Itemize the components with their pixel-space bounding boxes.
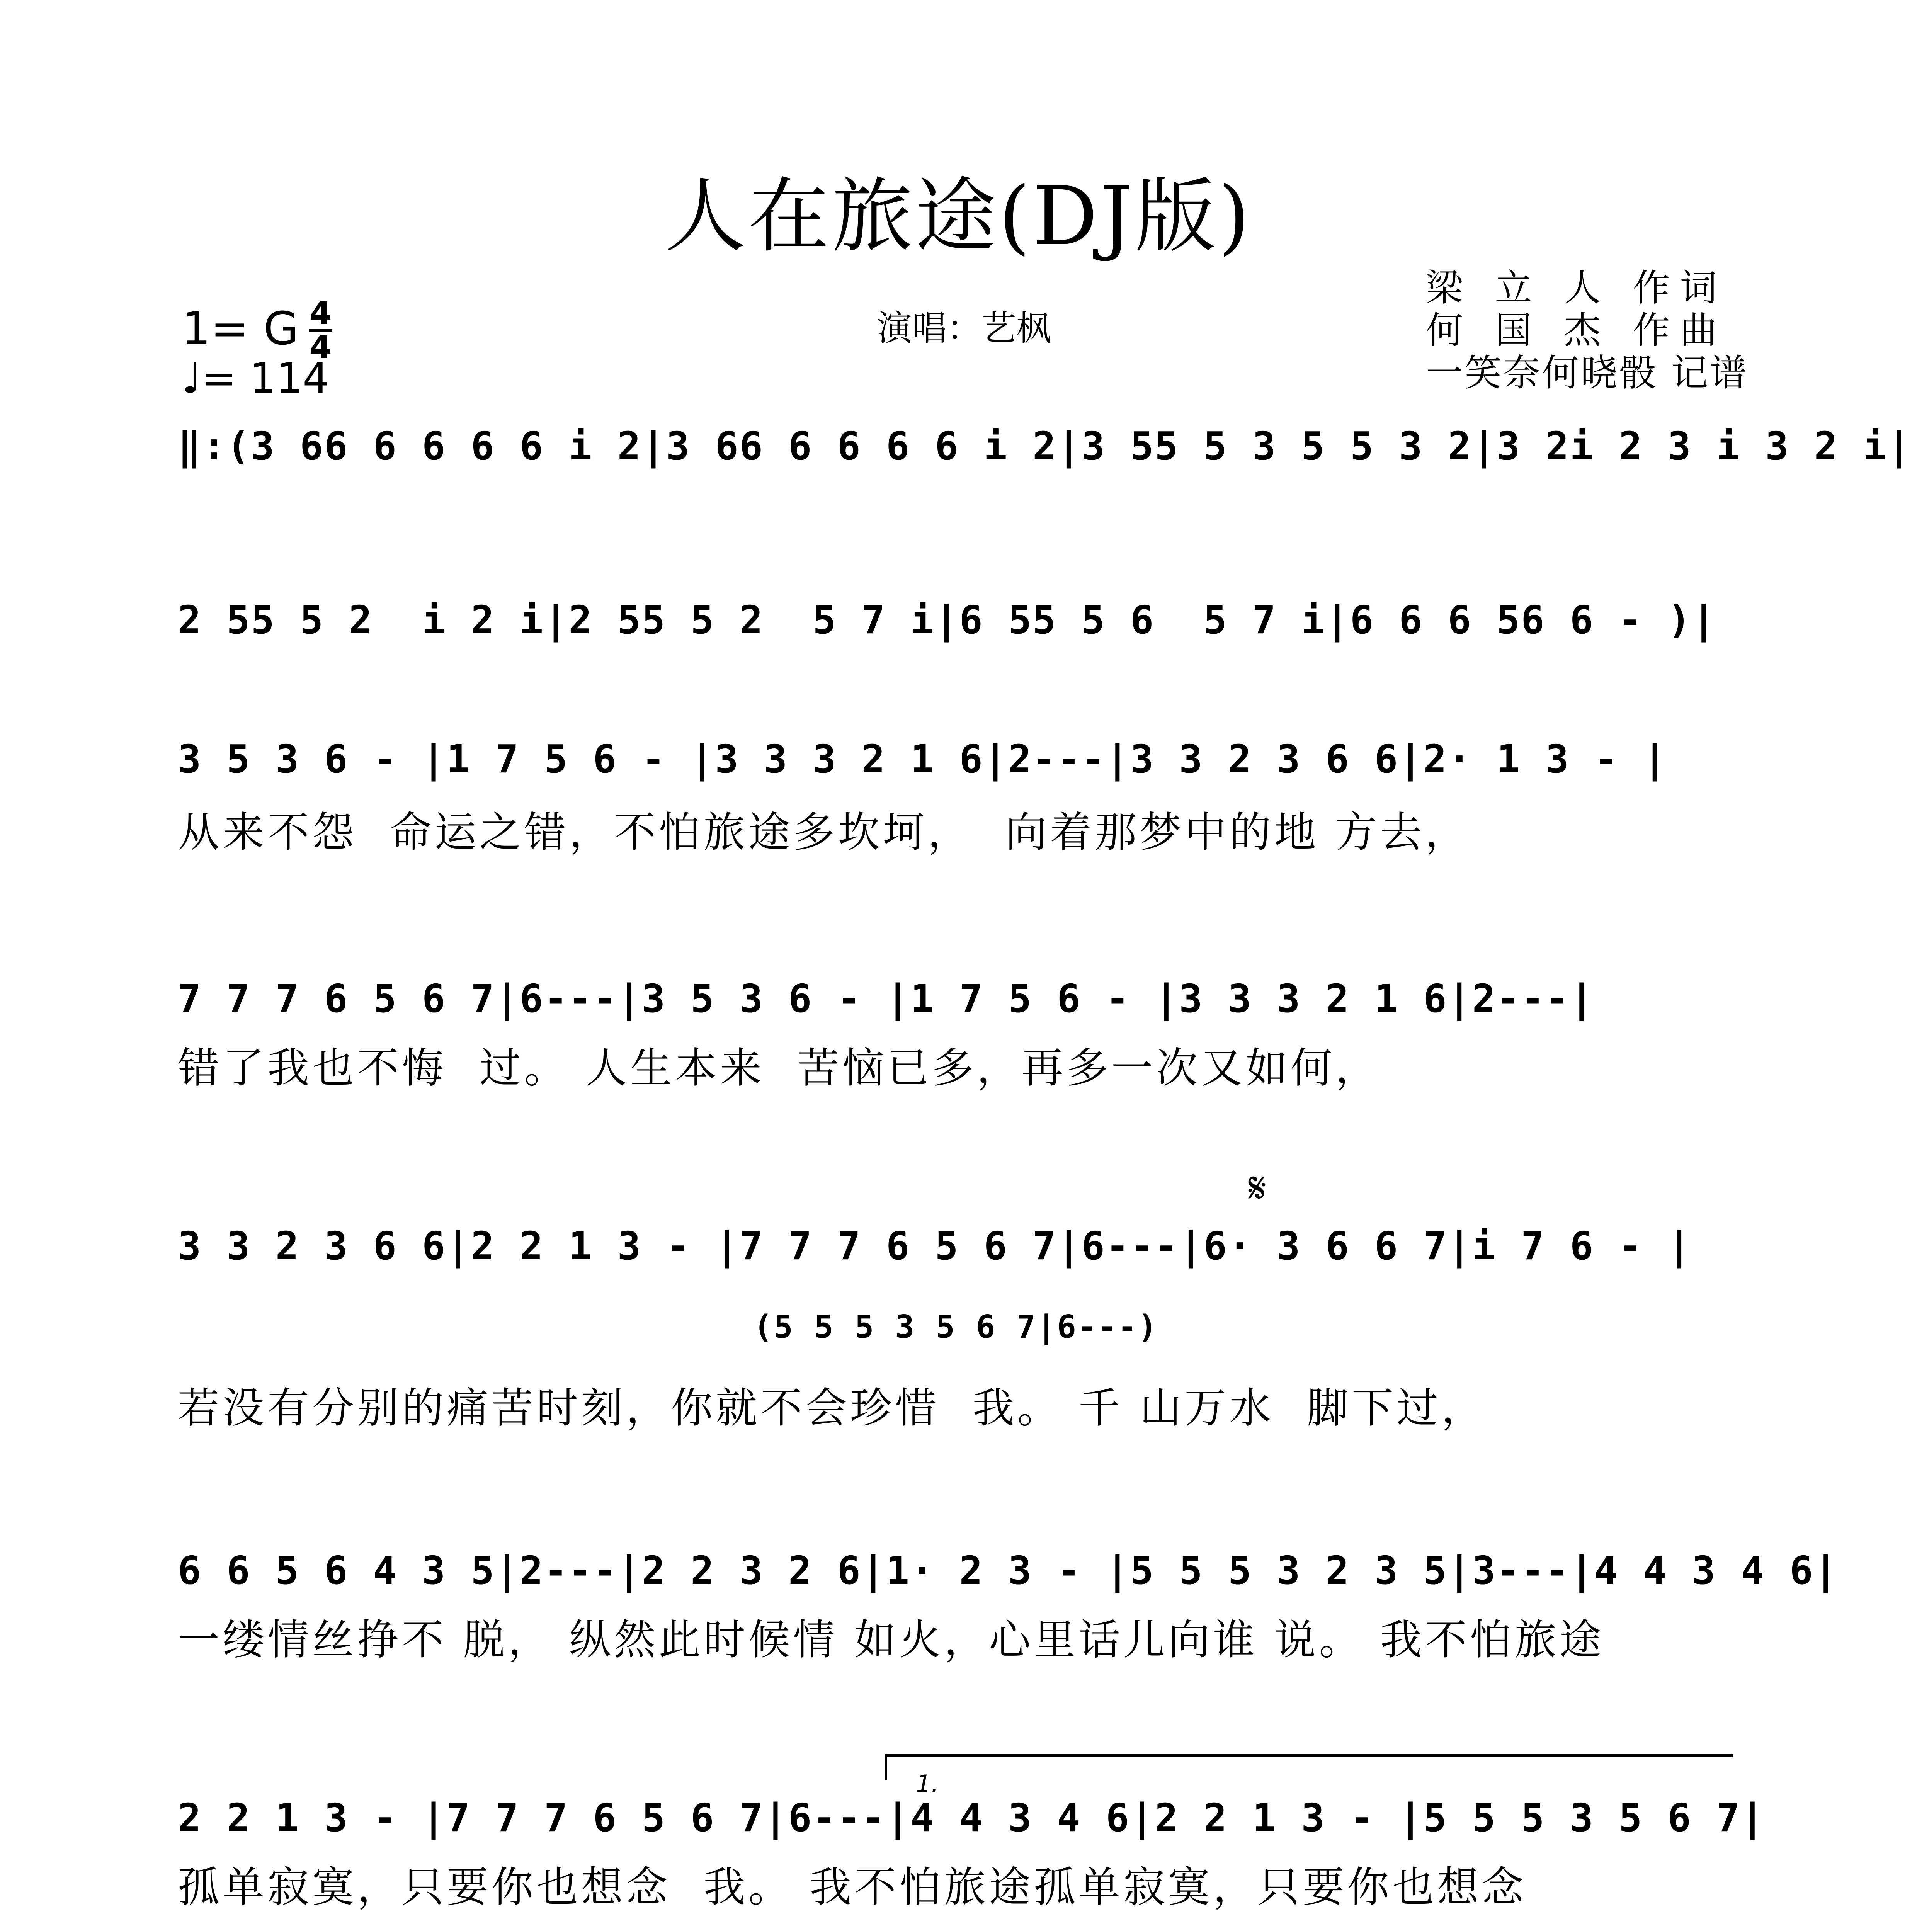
key-signature: 1= G [182,302,299,355]
score-line-3-lyrics: 从来不怨 命运之错，不怕旅途多坎坷， 向着那梦中的地 方去， [178,808,1470,857]
score-line-7-lyrics: 孤单寂寞，只要你也想念 我。 我不怕旅途孤单寂寞，只要你也想念 [178,1863,1527,1912]
score-line-5-lyrics: 若没有分别的痛苦时刻，你就不会珍惜 我。 千 山万水 脚下过， [178,1384,1486,1432]
score-line-7-notes: 2 2 1 3 - |7 7 7 6 5 6 7|6---|4 4 3 4 6|2 2 1 3 - |5 5 5 3 5 6 7| [178,1795,1766,1840]
volta-1-bracket [885,1754,1733,1780]
score-line-6-lyrics: 一缕情丝挣不 脱， 纵然此时候情 如火，心里话儿向谁 说。 我不怕旅途 [178,1616,1604,1664]
time-sig-bottom: 4 [310,329,332,366]
score-line-5-notes: 3 3 2 3 6 6|2 2 1 3 - |7 7 7 6 5 6 7|6---|6· 3 6 6 7|i 7 6 - | [178,1223,1692,1269]
score-line-6-notes: 6 6 5 6 4 3 5|2---|2 2 3 2 6|1· 2 3 - |5 5 5 3 2 3 5|3---|4 4 3 4 6| [178,1548,1839,1593]
interlude-notes: (5 5 5 3 5 6 7|6---) [754,1309,1158,1345]
score-line-3-notes: 3 5 3 6 - |1 7 5 6 - |3 3 3 2 1 6|2---|3 3 2 3 6 6|2· 1 3 - | [178,736,1668,782]
segno-sign: 𝄋 [1248,1163,1267,1213]
transcriber-credit: 一笑奈何晓骰 记谱 [1426,351,1749,395]
page-title: 人在旅途(DJ版) [665,169,1252,264]
performer: 演唱：艺枫 [877,308,1051,349]
lyricist-credit: 梁 立 人 作词 [1426,266,1727,310]
time-signature [309,295,332,366]
volta-1-label: 1. [916,1770,939,1798]
time-sig-top: 4 [310,295,332,332]
composer-credit: 何 国 杰 作曲 [1426,309,1727,352]
score-line-4-lyrics: 错了我也不悔 过。 人生本来 苦恼已多，再多一次又如何， [178,1044,1380,1092]
score-line-1-notes: ‖:(3 66 6 6 6 6 i 2|3 66 6 6 6 6 i 2|3 55 5 3 5 5 3 2|3 2i 2 3 i 3 2 i| [178,423,1912,469]
tempo-mark: ♩= 114 [182,354,329,403]
score-line-2-notes: 2 55 5 2 i 2 i|2 55 5 2 5 7 i|6 55 5 6 5 7 i|6 6 6 56 6 - )| [178,597,1716,643]
score-line-4-notes: 7 7 7 6 5 6 7|6---|3 5 3 6 - |1 7 5 6 - |3 3 3 2 1 6|2---| [178,976,1594,1021]
